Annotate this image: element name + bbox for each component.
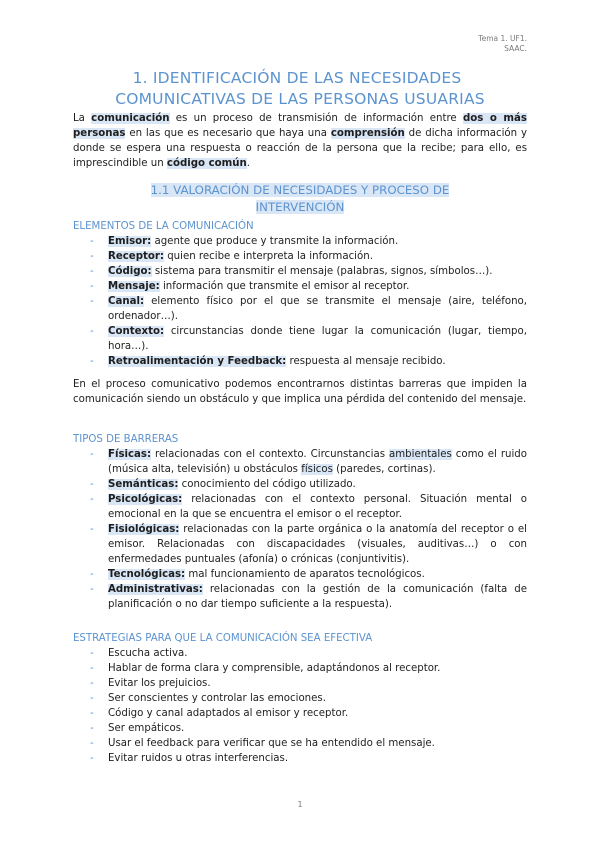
list-item — [73, 706, 527, 721]
item-text: Evitar ruidos u otras interferencias. — [108, 753, 289, 764]
highlight-term: comprensión — [330, 128, 405, 139]
list-item — [73, 249, 527, 264]
intro-text: La — [73, 113, 92, 124]
item-term: Tecnológicas: — [108, 569, 186, 580]
item-text: relacionadas con la parte orgánica o la anatomía del receptor o el emisor. Relacionadas con discapacidades (visuales, auditivas…) o con enfermedades puntuales (afonía) o crónicas (conjuntivitis). — [108, 524, 527, 565]
list-item — [73, 582, 527, 612]
bullet-dash: - — [90, 648, 94, 659]
title-line-1: 1. IDENTIFICACIÓN DE LAS NECESIDADES — [132, 69, 462, 87]
item-text: información que transmite el emisor al receptor. — [159, 281, 410, 292]
bullet-dash: - — [90, 236, 94, 247]
list-item — [73, 294, 527, 324]
item-text: elemento físico por el que se transmite el mensaje (aire, teléfono, ordenador…). — [108, 296, 527, 322]
item-term: Físicas: — [108, 449, 152, 460]
bullet-dash: - — [90, 449, 94, 460]
list-item — [73, 279, 527, 294]
intro-text: en las que es necesario que haya una — [125, 128, 331, 139]
item-term: Emisor: — [108, 236, 152, 247]
highlight-term: código común — [166, 158, 247, 169]
subtitle-text: 1.1 VALORACIÓN DE NECESIDADES Y PROCESO DE INTERVENCIÓN — [150, 183, 450, 214]
bullet-dash: - — [90, 708, 94, 719]
item-term: Mensaje: — [108, 281, 160, 292]
bullet-dash: - — [90, 356, 94, 367]
header-topic: Tema 1. UF1. — [478, 34, 527, 43]
list-item — [73, 447, 527, 477]
item-term: Retroalimentación y Feedback: — [108, 356, 287, 367]
item-text: Evitar los prejuicios. — [108, 678, 211, 689]
list-item — [73, 522, 527, 567]
page-number: 1 — [297, 800, 303, 809]
bullet-dash: - — [90, 663, 94, 674]
item-text: relacionadas con la gestión de la comunicación (falta de planificación o no dar tiempo suficiente a la respuesta). — [108, 584, 527, 610]
item-text: conocimiento del código utilizado. — [178, 479, 356, 490]
item-text: Ser empáticos. — [108, 723, 185, 734]
list-item — [73, 477, 527, 492]
item-text: (paredes, cortinas). — [332, 464, 436, 475]
list-item — [73, 324, 527, 354]
bullet-dash: - — [90, 479, 94, 490]
item-term: Receptor: — [108, 251, 164, 262]
bullet-dash: - — [90, 524, 94, 535]
barriers-list — [73, 447, 527, 612]
title-line-2: COMUNICATIVAS DE LAS PERSONAS USUARIAS — [115, 90, 485, 108]
intro-text: de dicha información y donde se espera una respuesta o reacción de la persona que la recibe; para ello, es imprescindible un — [73, 128, 528, 169]
intro-paragraph — [73, 111, 527, 171]
list-item — [73, 691, 527, 706]
item-text: Ser conscientes y controlar las emociones. — [108, 693, 326, 704]
section-subtitle — [140, 182, 460, 216]
bullet-dash: - — [90, 569, 94, 580]
bullet-dash: - — [90, 251, 94, 262]
list-item — [73, 751, 527, 766]
item-text: relacionadas con el contexto. Circunstancias — [151, 449, 389, 460]
item-text: circunstancias donde tiene lugar la comunicación (lugar, tiempo, hora…). — [108, 326, 527, 352]
strategies-heading: ESTRATEGIAS PARA QUE LA COMUNICACIÓN SEA EFECTIVA — [73, 633, 373, 644]
item-text: relacionadas con el contexto personal. Situación mental o emocional en la que se encuentra el emisor o el receptor. — [108, 494, 527, 520]
strategies-list — [73, 646, 527, 766]
item-term: Canal: — [108, 296, 145, 307]
bullet-dash: - — [90, 723, 94, 734]
list-item — [73, 661, 527, 676]
highlight-term: ambientales — [389, 449, 452, 460]
item-text: Código y canal adaptados al emisor y receptor. — [108, 708, 349, 719]
bullet-dash: - — [90, 678, 94, 689]
bullet-dash: - — [90, 266, 94, 277]
page-header — [478, 34, 527, 54]
item-term: Semánticas: — [108, 479, 179, 490]
item-text: agente que produce y transmite la información. — [151, 236, 399, 247]
item-text: Escucha activa. — [108, 648, 188, 659]
item-term: Contexto: — [108, 326, 165, 337]
item-term: Código: — [108, 266, 152, 277]
list-item — [73, 721, 527, 736]
list-item — [73, 736, 527, 751]
bullet-dash: - — [90, 494, 94, 505]
bullet-dash: - — [90, 753, 94, 764]
intro-text: . — [246, 158, 250, 169]
item-text: respuesta al mensaje recibido. — [286, 356, 446, 367]
bullet-dash: - — [90, 738, 94, 749]
list-item — [73, 646, 527, 661]
item-text: sistema para transmitir el mensaje (palabras, signos, símbolos…). — [151, 266, 493, 277]
list-item — [73, 676, 527, 691]
item-text: como el ruido (música alta, televisión) u obstáculos — [108, 449, 527, 475]
list-item — [73, 492, 527, 522]
item-term: Psicológicas: — [108, 494, 183, 505]
barriers-heading: TIPOS DE BARRERAS — [73, 434, 179, 445]
list-item — [73, 264, 527, 279]
item-text: Usar el feedback para verificar que se ha entendido el mensaje. — [108, 738, 435, 749]
item-text: quien recibe e interpreta la información. — [163, 251, 373, 262]
item-text: Hablar de forma clara y comprensible, adaptándonos al receptor. — [108, 663, 441, 674]
elements-list — [73, 234, 527, 369]
intro-text: es un proceso de transmisión de información entre — [169, 113, 463, 124]
header-module: SAAC. — [504, 44, 527, 53]
list-item — [73, 234, 527, 249]
highlight-term: físicos — [301, 464, 333, 475]
bullet-dash: - — [90, 326, 94, 337]
highlight-term: comunicación — [91, 113, 170, 124]
highlight-term: dos o más personas — [73, 113, 527, 139]
barriers-intro: En el proceso comunicativo podemos encontrarnos distintas barreras que impiden la comunicación siendo un obstáculo y que implica una pérdida del contenido del mensaje. — [73, 379, 527, 405]
page-title — [74, 68, 526, 110]
item-text: mal funcionamiento de aparatos tecnológicos. — [185, 569, 425, 580]
bullet-dash: - — [90, 296, 94, 307]
item-term: Fisiológicas: — [108, 524, 180, 535]
list-item — [73, 567, 527, 582]
bullet-dash: - — [90, 693, 94, 704]
bullet-dash: - — [90, 281, 94, 292]
list-item — [73, 354, 527, 369]
elements-heading: ELEMENTOS DE LA COMUNICACIÓN — [73, 221, 254, 232]
item-term: Administrativas: — [108, 584, 203, 595]
bullet-dash: - — [90, 584, 94, 595]
